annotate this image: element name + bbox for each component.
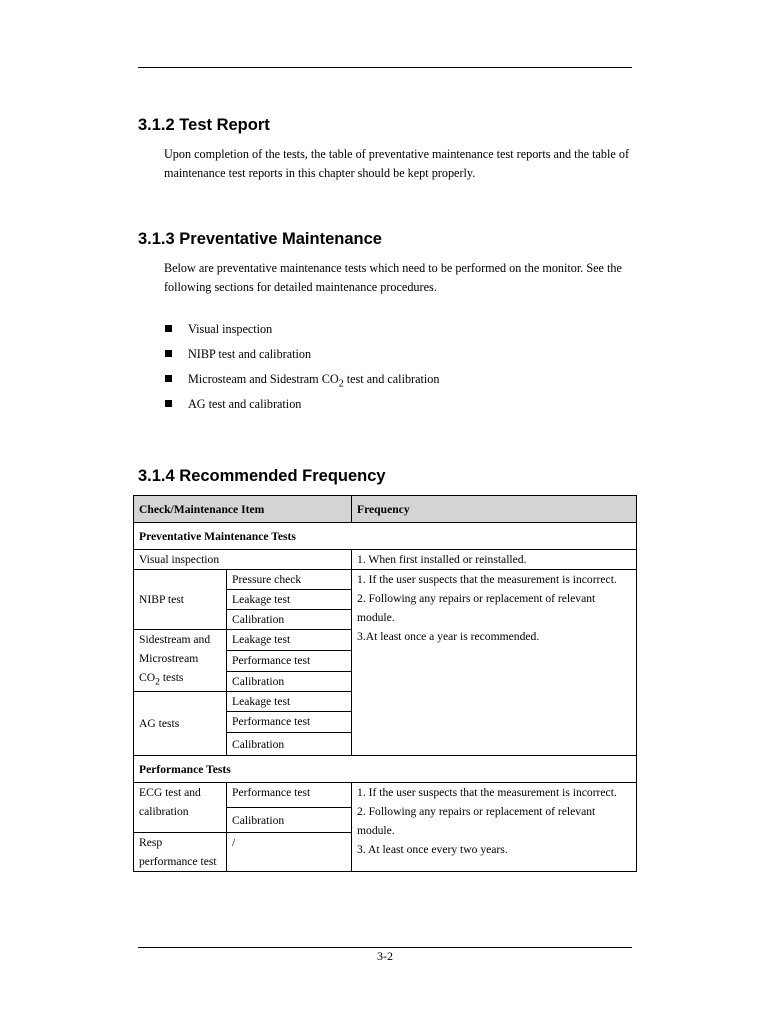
bullet-square-icon <box>165 400 172 407</box>
heading-preventative-maintenance: 3.1.3 Preventative Maintenance <box>138 230 382 248</box>
ag-item-cell: Leakage test <box>227 692 352 712</box>
nibp-cell: NIBP test <box>134 570 227 630</box>
frequency-table <box>133 495 637 872</box>
co2-item-cell: Performance test <box>227 650 352 671</box>
performance-frequency-cell: 1. If the user suspects that the measurement is incorrect. 2. Following any repairs or replacement of relevant module. 3. At least once every two years. <box>352 783 637 872</box>
ecg-item-cell: Calibration <box>227 808 352 833</box>
co2-item-cell: Leakage test <box>227 630 352 651</box>
header-frequency: Frequency <box>352 496 637 523</box>
table-row <box>134 783 637 808</box>
nibp-item-cell: Calibration <box>227 610 352 630</box>
resp-item-cell: / <box>227 833 352 872</box>
co2-cell: Sidestream and Microstream $CO_2$ tests <box>134 630 227 692</box>
table-row <box>134 570 637 590</box>
co2-item-cell: Calibration <box>227 671 352 692</box>
section-title-performance: Performance Tests <box>134 756 637 783</box>
ag-cell: AG tests <box>134 692 227 756</box>
table-row <box>134 550 637 570</box>
table-section-row <box>134 523 637 550</box>
table-header-row <box>134 496 637 523</box>
preventative-frequency-cell: 1. If the user suspects that the measurement is incorrect. 2. Following any repairs or replacement of relevant module. 3.At least once a year is recommended. <box>352 570 637 756</box>
table-section-row <box>134 756 637 783</box>
ag-item-cell: Calibration <box>227 733 352 756</box>
visual-inspection-cell: Visual inspection <box>134 550 352 570</box>
resp-cell: Resp performance test <box>134 833 227 872</box>
header-check-item: Check/Maintenance Item <box>134 496 352 523</box>
preventative-paragraph: Below are preventative maintenance tests which need to be performed on the monitor. See the following sections for detailed maintenance procedures. <box>164 261 622 294</box>
list-item: Microsteam and Sidestram $CO_2$ test and calibration <box>164 369 439 394</box>
visual-frequency-cell: 1. When first installed or reinstalled. <box>352 550 637 570</box>
test-report-paragraph: Upon completion of the tests, the table of preventative maintenance test reports and the table of maintenance test reports in this chapter should be kept properly. <box>164 147 629 180</box>
bullet-square-icon <box>165 375 172 382</box>
ag-item-cell: Performance test <box>227 712 352 733</box>
list-item: NIBP test and calibration <box>164 344 439 369</box>
nibp-item-cell: Pressure check <box>227 570 352 590</box>
heading-test-report: 3.1.2 Test Report <box>138 116 270 134</box>
nibp-item-cell: Leakage test <box>227 590 352 610</box>
maintenance-test-list <box>164 319 439 419</box>
page-number: 3-2 <box>377 949 393 963</box>
bullet-square-icon <box>165 325 172 332</box>
list-item: Visual inspection <box>164 319 439 344</box>
bullet-square-icon <box>165 350 172 357</box>
header-rule <box>138 67 632 68</box>
list-item: AG test and calibration <box>164 394 439 419</box>
heading-recommended-frequency: 3.1.4 Recommended Frequency <box>138 467 386 485</box>
ecg-item-cell: Performance test <box>227 783 352 808</box>
section-title-preventative: Preventative Maintenance Tests <box>134 523 637 550</box>
ecg-cell: ECG test and calibration <box>134 783 227 833</box>
